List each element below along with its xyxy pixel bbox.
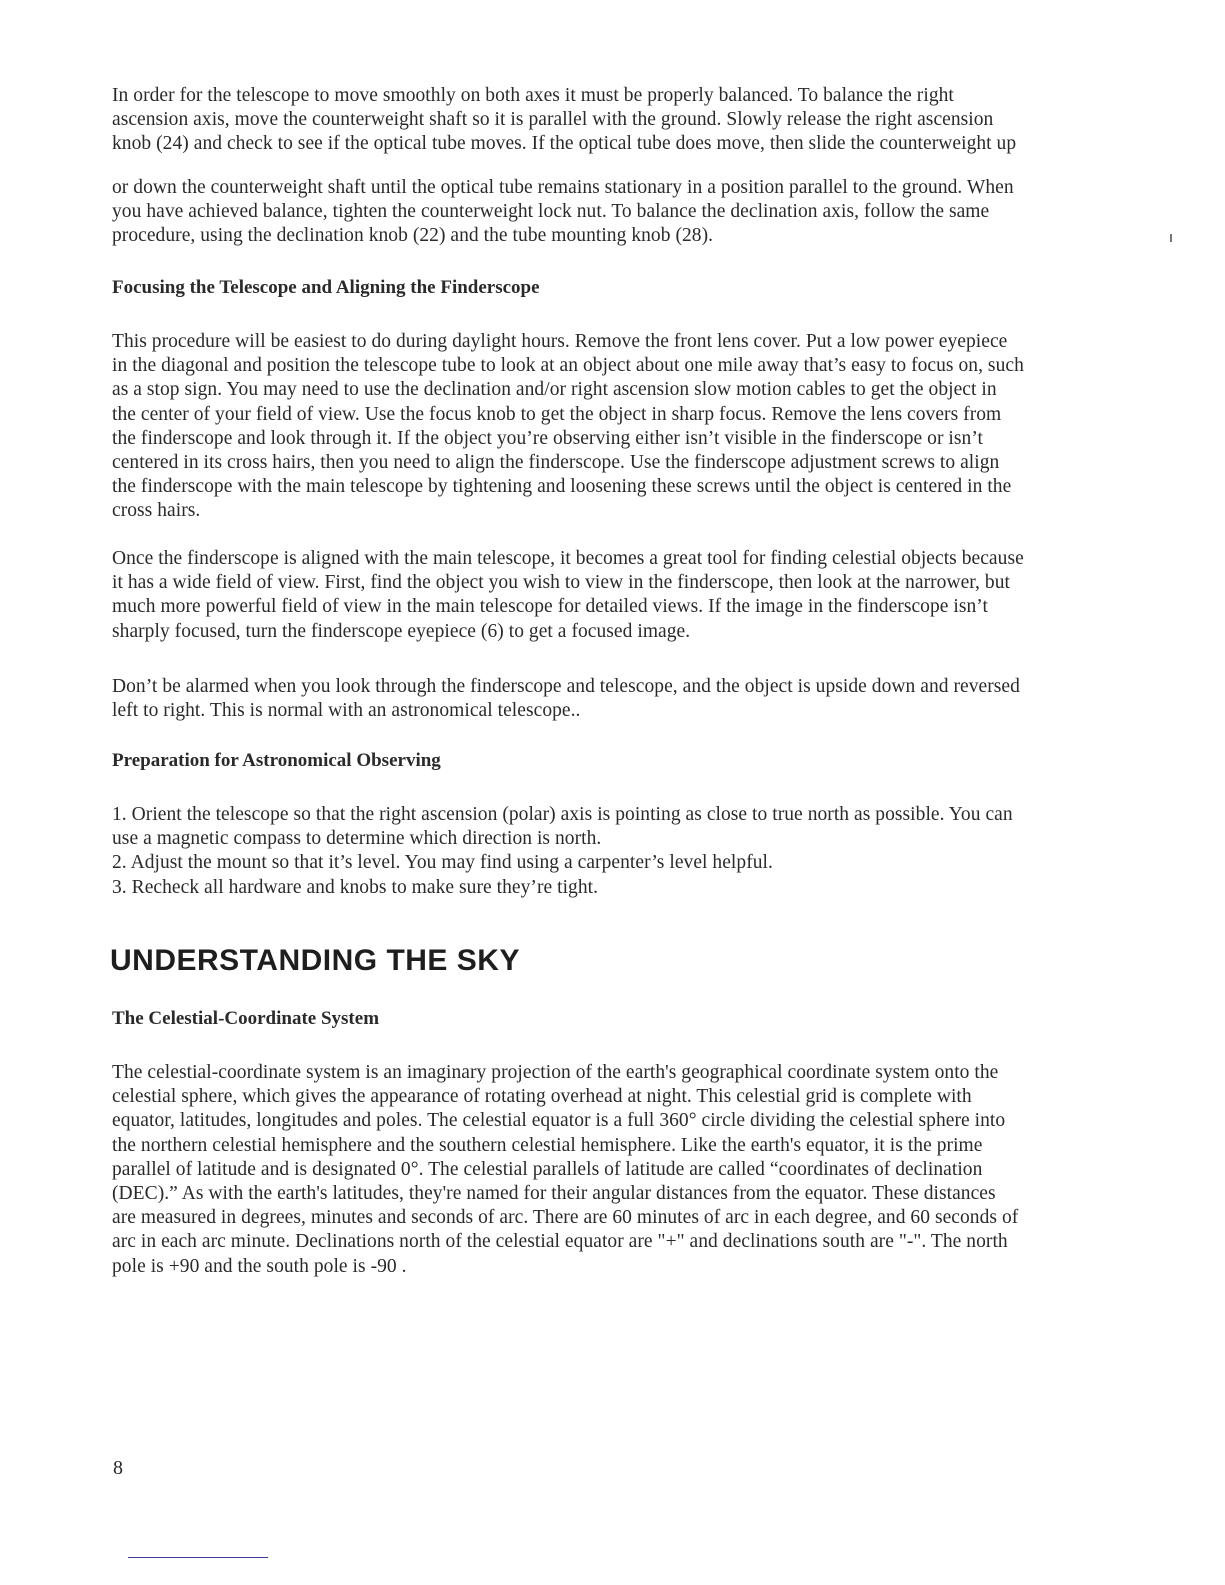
text-line: left to right. This is normal with an astronomical telescope.. — [112, 700, 581, 722]
text-line: cross hairs. — [112, 500, 201, 522]
preparation-list — [112, 803, 1092, 900]
list-item: 2. Adjust the mount so that it’s level. You may find using a carpenter’s level helpful. — [112, 852, 773, 874]
text-line: equator, latitudes, longitudes and poles. The celestial equator is a full 360° circle dividing the celestial sphere into — [112, 1110, 1006, 1132]
text-line: the center of your field of view. Use the focus knob to get the object in sharp focus. Remove the lens covers from — [112, 403, 1002, 425]
celestial-paragraph — [112, 1061, 1092, 1279]
focusing-paragraph — [112, 330, 1092, 524]
text-line: as a stop sign. You may need to use the declination and/or right ascension slow motion cables to get the object in — [112, 379, 997, 401]
text-line: celestial sphere, which gives the appearance of rotating overhead at night. This celestial grid is complete with — [112, 1086, 972, 1108]
text-line: This procedure will be easiest to do during daylight hours. Remove the front lens cover. Put a low power eyepiece — [112, 331, 1008, 352]
text-line: The celestial-coordinate system is an imaginary projection of the earth's geographical coordinate system onto the — [112, 1062, 999, 1083]
text-line: pole is +90 and the south pole is -90 . — [112, 1255, 407, 1277]
text-line: are measured in degrees, minutes and seconds of arc. There are 60 minutes of arc in each degree, and 60 seconds of — [112, 1207, 1019, 1229]
text-line: the finderscope with the main telescope by tightening and loosening these screws until the object is centered in the — [112, 476, 1012, 498]
text-line: you have achieved balance, tighten the counterweight lock nut. To balance the declination axis, follow the same — [112, 201, 990, 223]
list-item: 1. Orient the telescope so that the right ascension (polar) axis is pointing as close to true north as possible. You can — [112, 804, 1013, 825]
text-line: Once the finderscope is aligned with the main telescope, it becomes a great tool for finding celestial objects because — [112, 548, 1024, 569]
balance-paragraph-continued — [112, 176, 1092, 249]
text-line: the finderscope and look through it. If the object you’re observing either isn’t visible in the finderscope or isn’t — [112, 427, 983, 449]
page-number: 8 — [113, 1457, 123, 1479]
text-line: procedure, using the declination knob (22) and the tube mounting knob (28). — [112, 225, 714, 247]
text-line: much more powerful field of view in the main telescope for detailed views. If the image in the finderscope isn’t — [112, 596, 988, 618]
upside-down-paragraph — [112, 675, 1092, 723]
text-line: the northern celestial hemisphere and the southern celestial hemisphere. Like the earth's equator, it is the prime — [112, 1134, 983, 1156]
text-line: in the diagonal and position the telescope tube to look at an object about one mile away that’s easy to focus on, such — [112, 355, 1024, 377]
preparation-heading: Preparation for Astronomical Observing — [112, 750, 441, 771]
text-line: parallel of latitude and is designated 0°. The celestial parallels of latitude are called “coordinates of declination — [112, 1158, 983, 1180]
celestial-heading: The Celestial-Coordinate System — [112, 1008, 380, 1029]
text-line: knob (24) and check to see if the optical tube moves. If the optical tube does move, then slide the counterweight up — [112, 133, 1017, 155]
list-item: 3. Recheck all hardware and knobs to make sure they’re tight. — [112, 876, 599, 898]
text-line: Don’t be alarmed when you look through the finderscope and telescope, and the object is upside down and reversed — [112, 676, 1020, 697]
balance-paragraph — [112, 84, 1092, 157]
finderscope-paragraph — [112, 547, 1092, 644]
text-line: arc in each arc minute. Declinations north of the celestial equator are "+" and declinations south are "-". The north — [112, 1231, 1008, 1253]
text-line: sharply focused, turn the finderscope eyepiece (6) to get a focused image. — [112, 620, 691, 642]
scan-artifact-line — [128, 1557, 268, 1558]
text-line: it has a wide field of view. First, find the object you wish to view in the finderscope, then look at the narrower, but — [112, 572, 1010, 594]
text-line: or down the counterweight shaft until the optical tube remains stationary in a position parallel to the ground. When — [112, 177, 1014, 198]
text-line: centered in its cross hairs, then you need to align the finderscope. Use the finderscope adjustment screws to align — [112, 452, 1000, 474]
focusing-heading: Focusing the Telescope and Aligning the Finderscope — [112, 277, 540, 298]
list-item-continued: use a magnetic compass to determine which direction is north. — [112, 828, 602, 850]
text-line: (DEC).” As with the earth's latitudes, they're named for their angular distances from the equator. These distances — [112, 1183, 996, 1205]
text-line: In order for the telescope to move smoothly on both axes it must be properly balanced. To balance the right — [112, 85, 954, 106]
text-line: ascension axis, move the counterweight shaft so it is parallel with the ground. Slowly release the right ascension — [112, 109, 994, 131]
scan-artifact — [1170, 234, 1172, 242]
section-title: UNDERSTANDING THE SKY — [110, 944, 520, 977]
